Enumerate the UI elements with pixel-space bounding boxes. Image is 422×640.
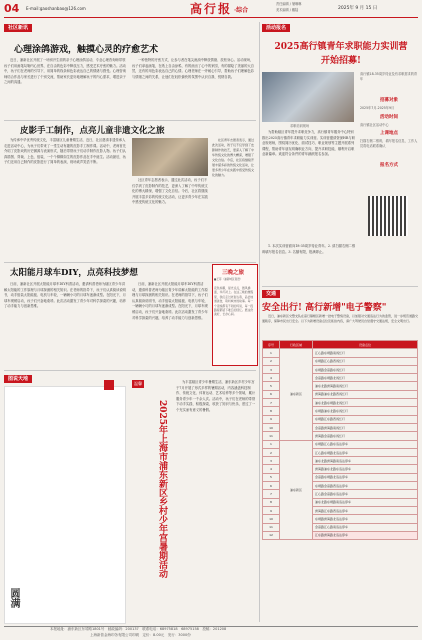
article-title-doodle: 心理涂鸽游戏，触摸心灵的疗愈艺术 (14, 45, 159, 55)
row-location: 浦东北路东靖路北闯红灯 (313, 399, 418, 407)
poem-author: ■王菲（浦新城区寄语） (214, 278, 243, 281)
traffic-title: 安全出行! 高行新增"电子警察" (262, 303, 387, 313)
recruitment-title: 2025高行镇青年求职能力实训营开始招募! (274, 42, 408, 66)
row-location: 东靖路浦东北路东闯红灯 (313, 407, 418, 415)
row-index: 9 (263, 506, 280, 514)
info-target-heading: 招募对象 (380, 98, 398, 103)
row-location: 东靖路江心路东违法停车 (313, 440, 418, 448)
table-row (263, 440, 418, 448)
col-header-index: 序号 (263, 341, 280, 349)
row-location: 金高路洲海路南闯红灯 (313, 423, 418, 431)
row-location: 江心路东靖路北违法停车 (313, 448, 418, 456)
traffic-intro: 近日，浦东新区交警支队在高行镇辖区新增一批电子警察设备，以加强对交通违法行为的监管，进一步规范道路交通秩序，保障市民出行安全。以下为新增设备点位及抓拍内容，请广大驾驶员自觉遵守交通法规，安全文明出行。 (262, 314, 418, 323)
row-index: 6 (263, 390, 280, 398)
table-row (263, 349, 418, 357)
row-location: 东靖路江东路西闯红灯 (313, 415, 418, 423)
section-divider (4, 262, 256, 263)
poem-title: 三晚之旅 (222, 270, 245, 276)
calligraphy-image (4, 386, 126, 624)
section-divider (4, 120, 256, 121)
article-body-doodle-2: 一种独特的疗愈方式，让参与者在笔尖流淌中释放情绪、放松身心。活动现场，孩子们拿起画笔，在纸上自由涂鸦，有的画出了心中的家园，有的描绘了美丽的大自然，还有的用色彩表达自己的心情。心理老师在一旁耐心引导，帮助孩子们理解色彩与情绪之间的关系，让他们在轻松愉快的氛围中认识自我、悦纳自我。 (132, 58, 254, 79)
section-divider (262, 286, 418, 287)
column-divider (259, 22, 260, 622)
info-time-heading: 活动时间 (380, 114, 398, 120)
vertical-title-summer: 2025年上海市浦东新区乡村少年宫暑期活动 (157, 400, 167, 579)
row-index: 12 (263, 531, 280, 539)
row-location: 金高路东靖路北闯红灯 (313, 374, 418, 382)
photo-caption: 求职培训现场 (290, 124, 310, 128)
page-number: 04 (4, 2, 20, 15)
header-rule (4, 17, 418, 18)
section-name: ·综合 (234, 7, 249, 14)
masthead-logo: 高行报 (190, 2, 233, 16)
row-location: 江心路金高路东违法停车 (313, 490, 418, 498)
row-index: 5 (263, 382, 280, 390)
article-body-shadow-puppet-2: 社区青年志愿者表示，通过此次活动，孩子们不仅学到了皮影制作的技艺，更深入了解了中华传统文化的博大精深，增强了文化自信。今后，社区将继续开展丰富多彩的传统文化活动，让更多青少年在实践中感受传统文化的魅力。 (132, 178, 208, 205)
info-target-text: 高行镇18-35周岁待业及有求职需求的青年 (360, 72, 418, 81)
row-index: 10 (263, 423, 280, 431)
section-tag-traffic: 交通 (262, 290, 280, 298)
info-panel (360, 72, 418, 278)
article-body-summer: 为丰富辖区青少年暑期生活，浦东新区乡村少年宫于7月开展了形式多样的暑期活动，内容涵盖科技制作、传统文化、体育运动、艺术培养等多个领域，累计服务青少年一千余人次。活动中，孩子们在老师的带领下动手实践、积极探索，收获了知识与快乐，度过了一个充实而有意义的暑假。 (176, 380, 256, 412)
row-index: 3 (263, 365, 280, 373)
designer-credit: 美术编辑 / 戴陆 (276, 8, 299, 12)
article-title-shadow-puppet: 皮影手工制作，点亮儿童非遗文化之旅 (20, 126, 165, 136)
row-location: 金高路江心路南违法停车 (313, 523, 418, 531)
row-location: 江东路洲海路北违法停车 (313, 531, 418, 539)
row-location: 浦东北路洲海路南违法停车 (313, 457, 418, 465)
row-location: 东靖路金高路东闯红灯 (313, 365, 418, 373)
email-address: E-mail:gaoshanbao@126.com (26, 6, 86, 11)
row-location: 东靖路金高路西违法停车 (313, 482, 418, 490)
editor-credit: 责任编辑 / 屠琳琳 (276, 2, 302, 6)
row-index: 6 (263, 482, 280, 490)
row-index: 1 (263, 440, 280, 448)
section-tag-community: 社区新讯 (4, 24, 32, 32)
info-location-text: 高行镇社区活动中心 (360, 122, 389, 127)
row-index: 9 (263, 415, 280, 423)
info-signup-heading: 报名方式 (380, 163, 398, 169)
row-location: 江心路东靖路南闯红灯 (313, 349, 418, 357)
article-body-lunar-rover-2: 日前，浦新社区开展太阳能月球车DIY科普活动，邀请科普老师为辖区青少年讲解太阳能的工作原理与月球探测的相关知识。在老师的指导下，孩子们认真阅读说明书，动手组装太阳能板、电机与车轮，一辆辆小巧的月球车逐渐成型。在阳光下，月球车缓缓启动，孩子们兴奋地欢呼。此次活动激发了青少年对科学探索的兴趣，培养了动手能力与创新思维。 (132, 282, 208, 320)
row-location: 洲海路江东路西违法停车 (313, 506, 418, 514)
qr-code-icon[interactable] (368, 196, 408, 236)
footer-printer: 上海新普金海印务有限公司印刷 定价：8.00元 发行：3000份 (90, 633, 191, 637)
row-index: 11 (263, 523, 280, 531)
row-location: 洲海路金高路东闯红灯 (313, 432, 418, 440)
row-location: 金高路东靖路北违法停车 (313, 473, 418, 481)
table-header-row (263, 341, 418, 349)
row-region: 浦东新区 (280, 440, 313, 540)
side-text-shadow: 社区青年志愿者表示，通过此次活动，孩子们不仅学到了皮影制作的技艺，更深入了解了中华传统文化的博大精深，增强了文化自信。今后，社区将继续开展丰富多彩的传统文化活动，让更多青少年在实践中感受传统文化的魅力。 (212, 138, 255, 177)
row-index: 2 (263, 357, 280, 365)
issue-date: 2025年 9 月 15 日 (338, 6, 378, 11)
footer-address: 本报地址：浦东新区东靖路1801号 邮政编码：200137 联系电话：68975818 68975158 投稿：201208 (50, 627, 227, 631)
training-photo (262, 72, 354, 122)
row-index: 5 (263, 473, 280, 481)
row-location: 浦东北路东靖路南违法停车 (313, 498, 418, 506)
section-divider (4, 370, 256, 371)
info-time-text: 2025年7月-2025年9月 (360, 106, 395, 110)
article-title-lunar-rover: 太阳能月球车DIY，点亮科技梦想 (10, 268, 138, 278)
recruitment-rules: 1. 本次实训营面向18-35周岁待业青年。2. 请扫描右侧二维码填写报名信息。3. 名额有限，报满即止。 (262, 244, 356, 254)
row-index: 3 (263, 457, 280, 465)
section-tag-signup: 活动报名 (262, 24, 290, 32)
article-body-doodle-1: 近日，浦新社区开展了一场别开生面的亲子心理涂鸽活动，专业心理咨询师带领孩子们用画笔勾勒内心世界，在自由的色彩中释放压力，感受艺术疗愈的魅力。活动中，孩子们在老师的引导下，用简单的线条和色彩表达自己的情绪与感受。心理咨询师结合作品与家长进行了个别交流，帮助家长更好地理解孩子的内心需求，增进亲子之间的沟通。 (4, 58, 126, 85)
row-index: 7 (263, 490, 280, 498)
article-body-shadow-puppet: 为传承中华优秀传统文化，丰富辖区儿童暑期生活，近日，社区邀请非遗传承人走进活动中心，为孩子们带来了一堂生动有趣的皮影手工制作课。活动中，老师首先介绍了皮影戏的历史渊源与表演形式，随后带领孩子们动手制作皮影人物。孩子们认真描图、剪裁、上色、组装，一个个栩栩如生的皮影作品在手中诞生。活动最后，孩子们还用自己制作的皮影进行了简单的表演，现场欢声笑语不断。 (4, 138, 126, 165)
page-header (4, 2, 418, 16)
traffic-table (262, 340, 418, 540)
recruitment-intro: 为帮助辖区青年提升求职竞争力，高行镇青年服务中心特别推出2025高行镇青年求职能力实训营。实训营邀请资深HR与职业规划师，围绕简历优化、面试技巧、职业规划等主题开展系列课程，帮助青年朋友明确职业方向，提升求职技能，顺利开启职业新篇章。欢迎符合条件的青年踊跃报名参加。 (262, 130, 355, 157)
row-index: 4 (263, 465, 280, 473)
row-location: 洲海路浦东北路西闯红灯 (313, 390, 418, 398)
row-location: 东靖路洲海路北违法停车 (313, 515, 418, 523)
col-header-location: 设备点位 (313, 341, 418, 349)
row-location: 东靖路江心路西闯红灯 (313, 357, 418, 365)
row-location: 浦东北路洲海路南闯红灯 (313, 382, 418, 390)
row-index: 8 (263, 407, 280, 415)
row-index: 11 (263, 432, 280, 440)
info-signup-text: 扫描右侧二维码，填写报名信息，工作人员将电话联系确认 (360, 139, 418, 148)
row-location: 洲海路浦东北路东违法停车 (313, 465, 418, 473)
row-index: 1 (263, 349, 280, 357)
vertical-tag: 温馨 (134, 381, 142, 386)
poem-body: 夜色如墨，星光点点，微风拂面，华灯初上。在这三晚的旅程里，我们走过老街古巷，品尝地道美食，聆听城市的故事。每一个夜晚都有不同的风景，每一段路程都留下难忘的回忆。愿这份美好，长存心间。 (214, 286, 254, 317)
section-tag-pictures: 图说天地 (4, 375, 32, 383)
row-index: 4 (263, 374, 280, 382)
shadow-puppet-photo (132, 138, 208, 176)
row-region: 浦东新区 (280, 349, 313, 440)
row-index: 2 (263, 448, 280, 456)
red-seal-icon (104, 380, 114, 390)
row-index: 10 (263, 515, 280, 523)
col-header-region: 行政区域 (280, 341, 313, 349)
row-index: 8 (263, 498, 280, 506)
row-index: 7 (263, 399, 280, 407)
article-body-lunar-rover: 日前，浦新社区开展太阳能月球车DIY科普活动，邀请科普老师为辖区青少年讲解太阳能的工作原理与月球探测的相关知识。在老师的指导下，孩子们认真阅读说明书，动手组装太阳能板、电机与车轮，一辆辆小巧的月球车逐渐成型。在阳光下，月球车缓缓启动，孩子们兴奋地欢呼。此次活动激发了青少年对科学探索的兴趣，培养了动手能力与创新思维。 (4, 282, 126, 309)
calligraphy-text: 圆满 (8, 588, 19, 608)
info-location-heading: 上课地点 (380, 131, 398, 137)
